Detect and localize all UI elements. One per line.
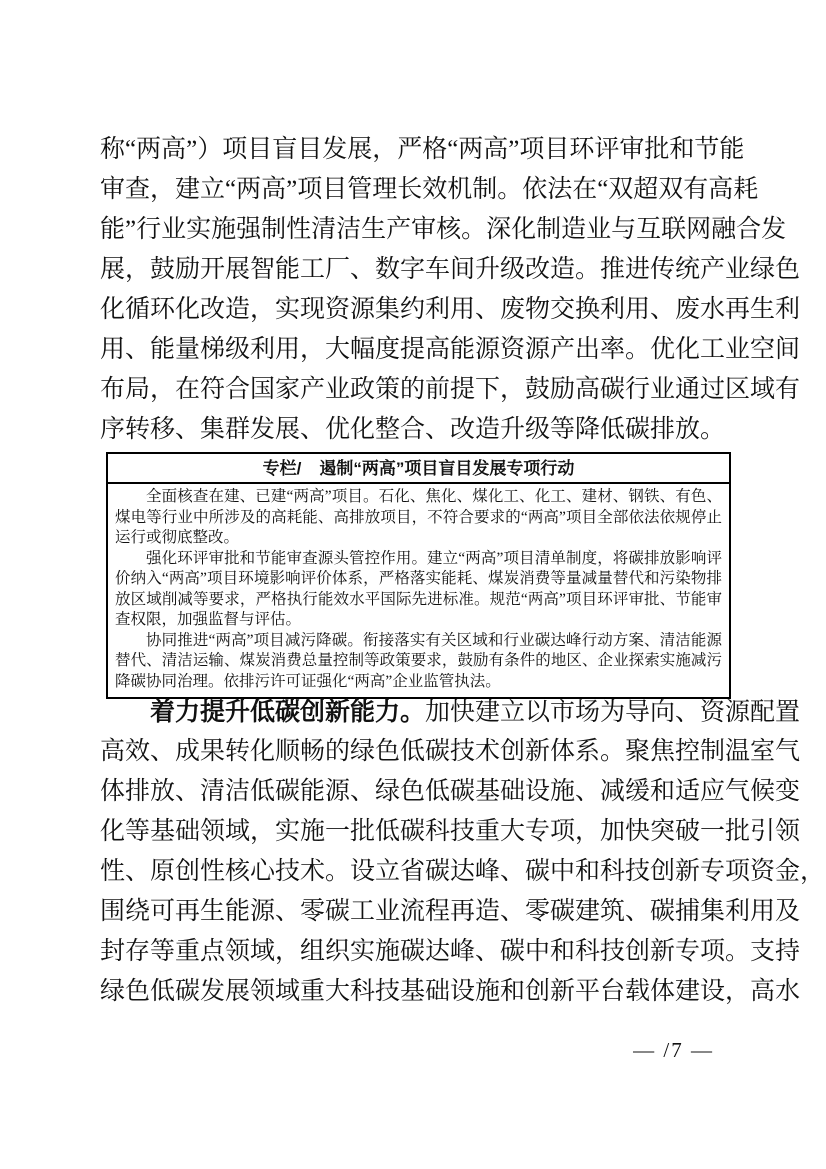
column-box-paragraph: 协同推进“两高”项目减污降碳。衔接落实有关区域和行业碳达峰行动方案、清洁能源替代、清洁运输、煤炭消费总量控制等政策要求，鼓励有条件的地区、企业探索实施减污降碳协同治理。依排污许可证强化“两高”企业监管执法。	[115, 631, 722, 690]
text-line: 审查，建立“两高”项目管理长效机制。依法在“双超双有高耗	[100, 176, 759, 203]
text-line: 展，鼓励开展智能工厂、数字车间升级改造。推进传统产业绿色	[100, 256, 801, 283]
column-box-heading: 遏制“两高”项目盲目发展专项行动	[319, 459, 575, 478]
column-box-paragraph: 强化环评审批和节能审查源头管控作用。建立“两高”项目清单制度，将碳排放影响评价纳入“两高”项目环境影响评价体系，严格落实能耗、煤炭消费等量减量替代和污染物排放区域削减等要求，严格执行能效水平国际先进标准。规范“两高”项目环评审批、节能审查权限，加强监督与评估。	[115, 549, 722, 628]
text-line: 绿色低碳发展领域重大科技基础设施和创新平台载体建设，高水	[100, 978, 801, 1005]
text-line: 序转移、集群发展、优化整合、改造升级等降低碳排放。	[100, 416, 726, 443]
column-box	[106, 452, 731, 699]
text-line: 体排放、清洁低碳能源、绿色低碳基础设施、减缓和适应气候变	[100, 778, 801, 805]
text-line: 称“两高”）项目盲目发展，严格“两高”项目环评审批和节能	[100, 136, 745, 163]
text-line: 布局，在符合国家产业政策的前提下，鼓励高碳行业通过区域有	[100, 376, 801, 403]
paragraph-2-lines	[100, 732, 826, 1012]
text-line: 能”行业实施强制性清洁生产审核。深化制造业与互联网融合发	[100, 216, 787, 243]
text-line: 性、原创性核心技术。设立省碳达峰、碳中和科技创新专项资金，	[100, 858, 826, 885]
paragraph-2	[100, 692, 826, 1012]
page-number: — /7 —	[633, 1038, 714, 1062]
lead-phrase: 着力提升低碳创新能力。	[150, 698, 426, 726]
text-line: 用、能量梯级利用，大幅度提高能源资源产出率。优化工业空间	[100, 336, 801, 363]
column-box-paragraph: 全面核查在建、已建“两高”项目。石化、焦化、煤化工、化工、建材、钢铁、有色、煤电等行业中所涉及的高耗能、高排放项目，不符合要求的“两高”项目全部依法依规停止运行或彻底整改。	[115, 488, 722, 546]
text-line: 化循环化改造，实现资源集约利用、废物交换利用、废水再生利	[100, 296, 801, 323]
paragraph-1	[100, 130, 801, 450]
column-box-label: 专栏/	[262, 459, 302, 478]
text-line: 封存等重点领域，组织实施碳达峰、碳中和科技创新专项。支持	[100, 938, 801, 965]
page-footer	[0, 1038, 826, 1063]
first-line-rest: 加快建立以市场为导向、资源配置	[425, 699, 801, 726]
text-line: 化等基础领域，实施一批低碳科技重大专项，加快突破一批引领	[100, 818, 801, 845]
text-line	[100, 692, 801, 732]
text-line: 高效、成果转化顺畅的绿色低碳技术创新体系。聚焦控制温室气	[100, 738, 801, 765]
column-box-title	[108, 454, 729, 484]
text-line: 围绕可再生能源、零碳工业流程再造、零碳建筑、碳捕集利用及	[100, 898, 801, 925]
column-box-body	[108, 484, 729, 697]
